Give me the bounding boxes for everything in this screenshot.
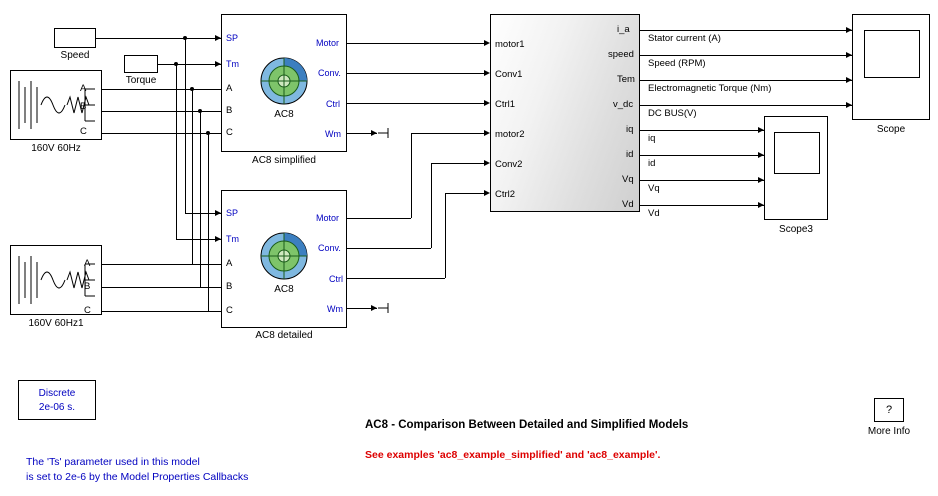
signal-label-speed-rpm: Speed (RPM) xyxy=(648,58,706,69)
wire-torque-to-tm xyxy=(158,64,221,65)
arrow-conv1 xyxy=(484,70,490,76)
wire-ac8d-ctrl-v xyxy=(445,193,446,278)
wire-src2-b xyxy=(102,287,221,288)
source-160v-60hz-label: 160V 60Hz xyxy=(31,143,81,154)
torque-constant-label: Torque xyxy=(125,75,157,86)
ac8s-out-conv: Conv. xyxy=(318,68,341,78)
arrow-ctrl1 xyxy=(484,100,490,106)
discrete-line2: 2e-06 s. xyxy=(38,402,76,413)
subsys-out-speed: speed xyxy=(608,49,634,60)
source2-port-c: C xyxy=(84,305,91,316)
subsys-out-id: id xyxy=(626,149,634,160)
three-phase-source-icon-2 xyxy=(11,246,101,314)
subsys-in-ctrl2: Ctrl2 xyxy=(495,189,516,200)
ac8-detailed-motor-icon xyxy=(250,231,318,281)
ac8d-out-motor: Motor xyxy=(316,213,340,223)
discrete-line1: Discrete xyxy=(38,388,76,399)
wire-ac8d-conv-v xyxy=(431,163,432,248)
wire-out-vd xyxy=(640,205,764,206)
wire-out-vq xyxy=(640,180,764,181)
subsys-out-vdc: v_dc xyxy=(613,99,634,110)
wire-src1-a-down xyxy=(192,89,193,264)
ac8s-in-tm: Tm xyxy=(226,59,239,69)
three-phase-source-icon xyxy=(11,71,101,139)
wire-out-speed xyxy=(640,55,852,56)
terminator-icon-2 xyxy=(377,301,391,315)
terminator-icon-1 xyxy=(377,126,391,140)
scope-screen xyxy=(864,30,920,78)
source1-port-c: C xyxy=(80,126,87,137)
ac8s-in-sp: SP xyxy=(226,33,239,43)
ac8-detailed-label: AC8 detailed xyxy=(255,330,313,341)
source2-port-b: B xyxy=(84,281,91,292)
ac8s-out-wm: Wm xyxy=(325,129,341,139)
wire-ac8s-ctrl xyxy=(347,103,484,104)
wire-src1-b-down xyxy=(200,111,201,287)
signal-label-vq: Vq xyxy=(648,183,660,194)
ac8s-in-b: B xyxy=(226,105,233,116)
ac8s-in-a: A xyxy=(226,83,233,94)
scope3-screen xyxy=(774,132,820,174)
arrow-motor1 xyxy=(484,40,490,46)
speed-constant-label: Speed xyxy=(60,50,90,61)
ac8s-out-motor: Motor xyxy=(316,38,340,48)
ac8d-out-ctrl: Ctrl xyxy=(329,274,343,284)
signal-label-iq: iq xyxy=(648,133,656,144)
speed-constant-block[interactable] xyxy=(54,28,96,48)
wire-out-iq xyxy=(640,130,764,131)
torque-constant-block[interactable] xyxy=(124,55,158,73)
ac8-simplified-label: AC8 simplified xyxy=(252,155,316,166)
wire-speed-to-sp xyxy=(96,38,221,39)
ac8d-out-wm: Wm xyxy=(327,304,343,314)
signal-label-torque: Electromagnetic Torque (Nm) xyxy=(648,83,772,94)
wire-ac8d-motor-h1 xyxy=(347,218,411,219)
wire-src1-c xyxy=(102,133,221,134)
ac8d-in-sp: SP xyxy=(226,208,239,218)
wire-ac8s-motor xyxy=(347,43,484,44)
subsys-out-vq: Vq xyxy=(622,174,634,185)
subsys-in-motor2: motor2 xyxy=(495,129,525,140)
subsys-in-ctrl1: Ctrl1 xyxy=(495,99,516,110)
wire-ac8d-conv-h1 xyxy=(347,248,431,249)
discrete-powergui-block[interactable] xyxy=(18,380,96,420)
ac8d-out-conv: Conv. xyxy=(318,243,341,253)
arrow-ctrl2 xyxy=(484,190,490,196)
signal-label-stator-current: Stator current (A) xyxy=(648,33,721,44)
source2-port-a: A xyxy=(84,258,91,269)
ac8-simplified-inner-label: AC8 xyxy=(274,109,294,120)
more-info-label: More Info xyxy=(867,426,911,437)
diagram-blue-note-line1: The 'Ts' parameter used in this model xyxy=(26,456,200,468)
wire-src1-b xyxy=(102,111,221,112)
signal-label-vd: Vd xyxy=(648,208,660,219)
wire-out-vdc xyxy=(640,105,852,106)
signal-label-id: id xyxy=(648,158,656,169)
wire-out-id xyxy=(640,155,764,156)
subsys-in-conv2: Conv2 xyxy=(495,159,523,170)
ac8-detailed-inner-label: AC8 xyxy=(274,284,294,295)
diagram-blue-note-line2: is set to 2e-6 by the Model Properties Callbacks xyxy=(26,471,249,483)
wire-out-ia xyxy=(640,30,852,31)
source1-port-a: A xyxy=(80,83,87,94)
ac8d-in-tm: Tm xyxy=(226,234,239,244)
subsys-out-tem: Tem xyxy=(617,74,635,85)
subsys-out-iq: iq xyxy=(626,124,634,135)
diagram-title: AC8 - Comparison Between Detailed and Simplified Models xyxy=(365,419,689,431)
ac8d-in-b: B xyxy=(226,281,233,292)
scope3-label: Scope3 xyxy=(779,224,813,235)
wire-src2-c xyxy=(102,311,221,312)
ac8d-in-a: A xyxy=(226,258,233,269)
subsys-in-motor1: motor1 xyxy=(495,39,525,50)
wire-ac8d-ctrl-h1 xyxy=(347,278,445,279)
ac8s-out-ctrl: Ctrl xyxy=(326,99,340,109)
source-160v-60hz1-label: 160V 60Hz1 xyxy=(28,318,84,329)
subsys-in-conv1: Conv1 xyxy=(495,69,523,80)
wire-src2-a xyxy=(102,264,221,265)
diagram-red-note: See examples 'ac8_example_simplified' and 'ac8_example'. xyxy=(365,449,661,461)
wire-src1-a xyxy=(102,89,221,90)
scope-label: Scope xyxy=(876,124,906,135)
wire-ac8d-ctrl-h2 xyxy=(445,193,484,194)
subsys-out-ia: i_a xyxy=(617,24,630,35)
more-info-button[interactable] xyxy=(874,398,904,422)
question-mark-icon: ? xyxy=(885,404,893,416)
arrow-motor2 xyxy=(484,130,490,136)
wire-out-tem xyxy=(640,80,852,81)
source1-port-b: B xyxy=(80,101,87,112)
wire-ac8d-motor-v xyxy=(411,133,412,218)
signal-label-dc-bus: DC BUS(V) xyxy=(648,108,697,119)
ac8d-in-c: C xyxy=(226,305,233,316)
subsys-out-vd: Vd xyxy=(622,199,634,210)
arrow-conv2 xyxy=(484,160,490,166)
source-160v-60hz-block[interactable] xyxy=(10,70,102,140)
ac8-simplified-motor-icon xyxy=(250,56,318,106)
wire-ac8d-conv-h2 xyxy=(431,163,484,164)
wire-ac8d-motor-h2 xyxy=(411,133,484,134)
wire-ac8s-conv xyxy=(347,73,484,74)
wire-src1-c-down xyxy=(208,133,209,311)
wire-torque-down xyxy=(176,64,177,239)
ac8s-in-c: C xyxy=(226,127,233,138)
